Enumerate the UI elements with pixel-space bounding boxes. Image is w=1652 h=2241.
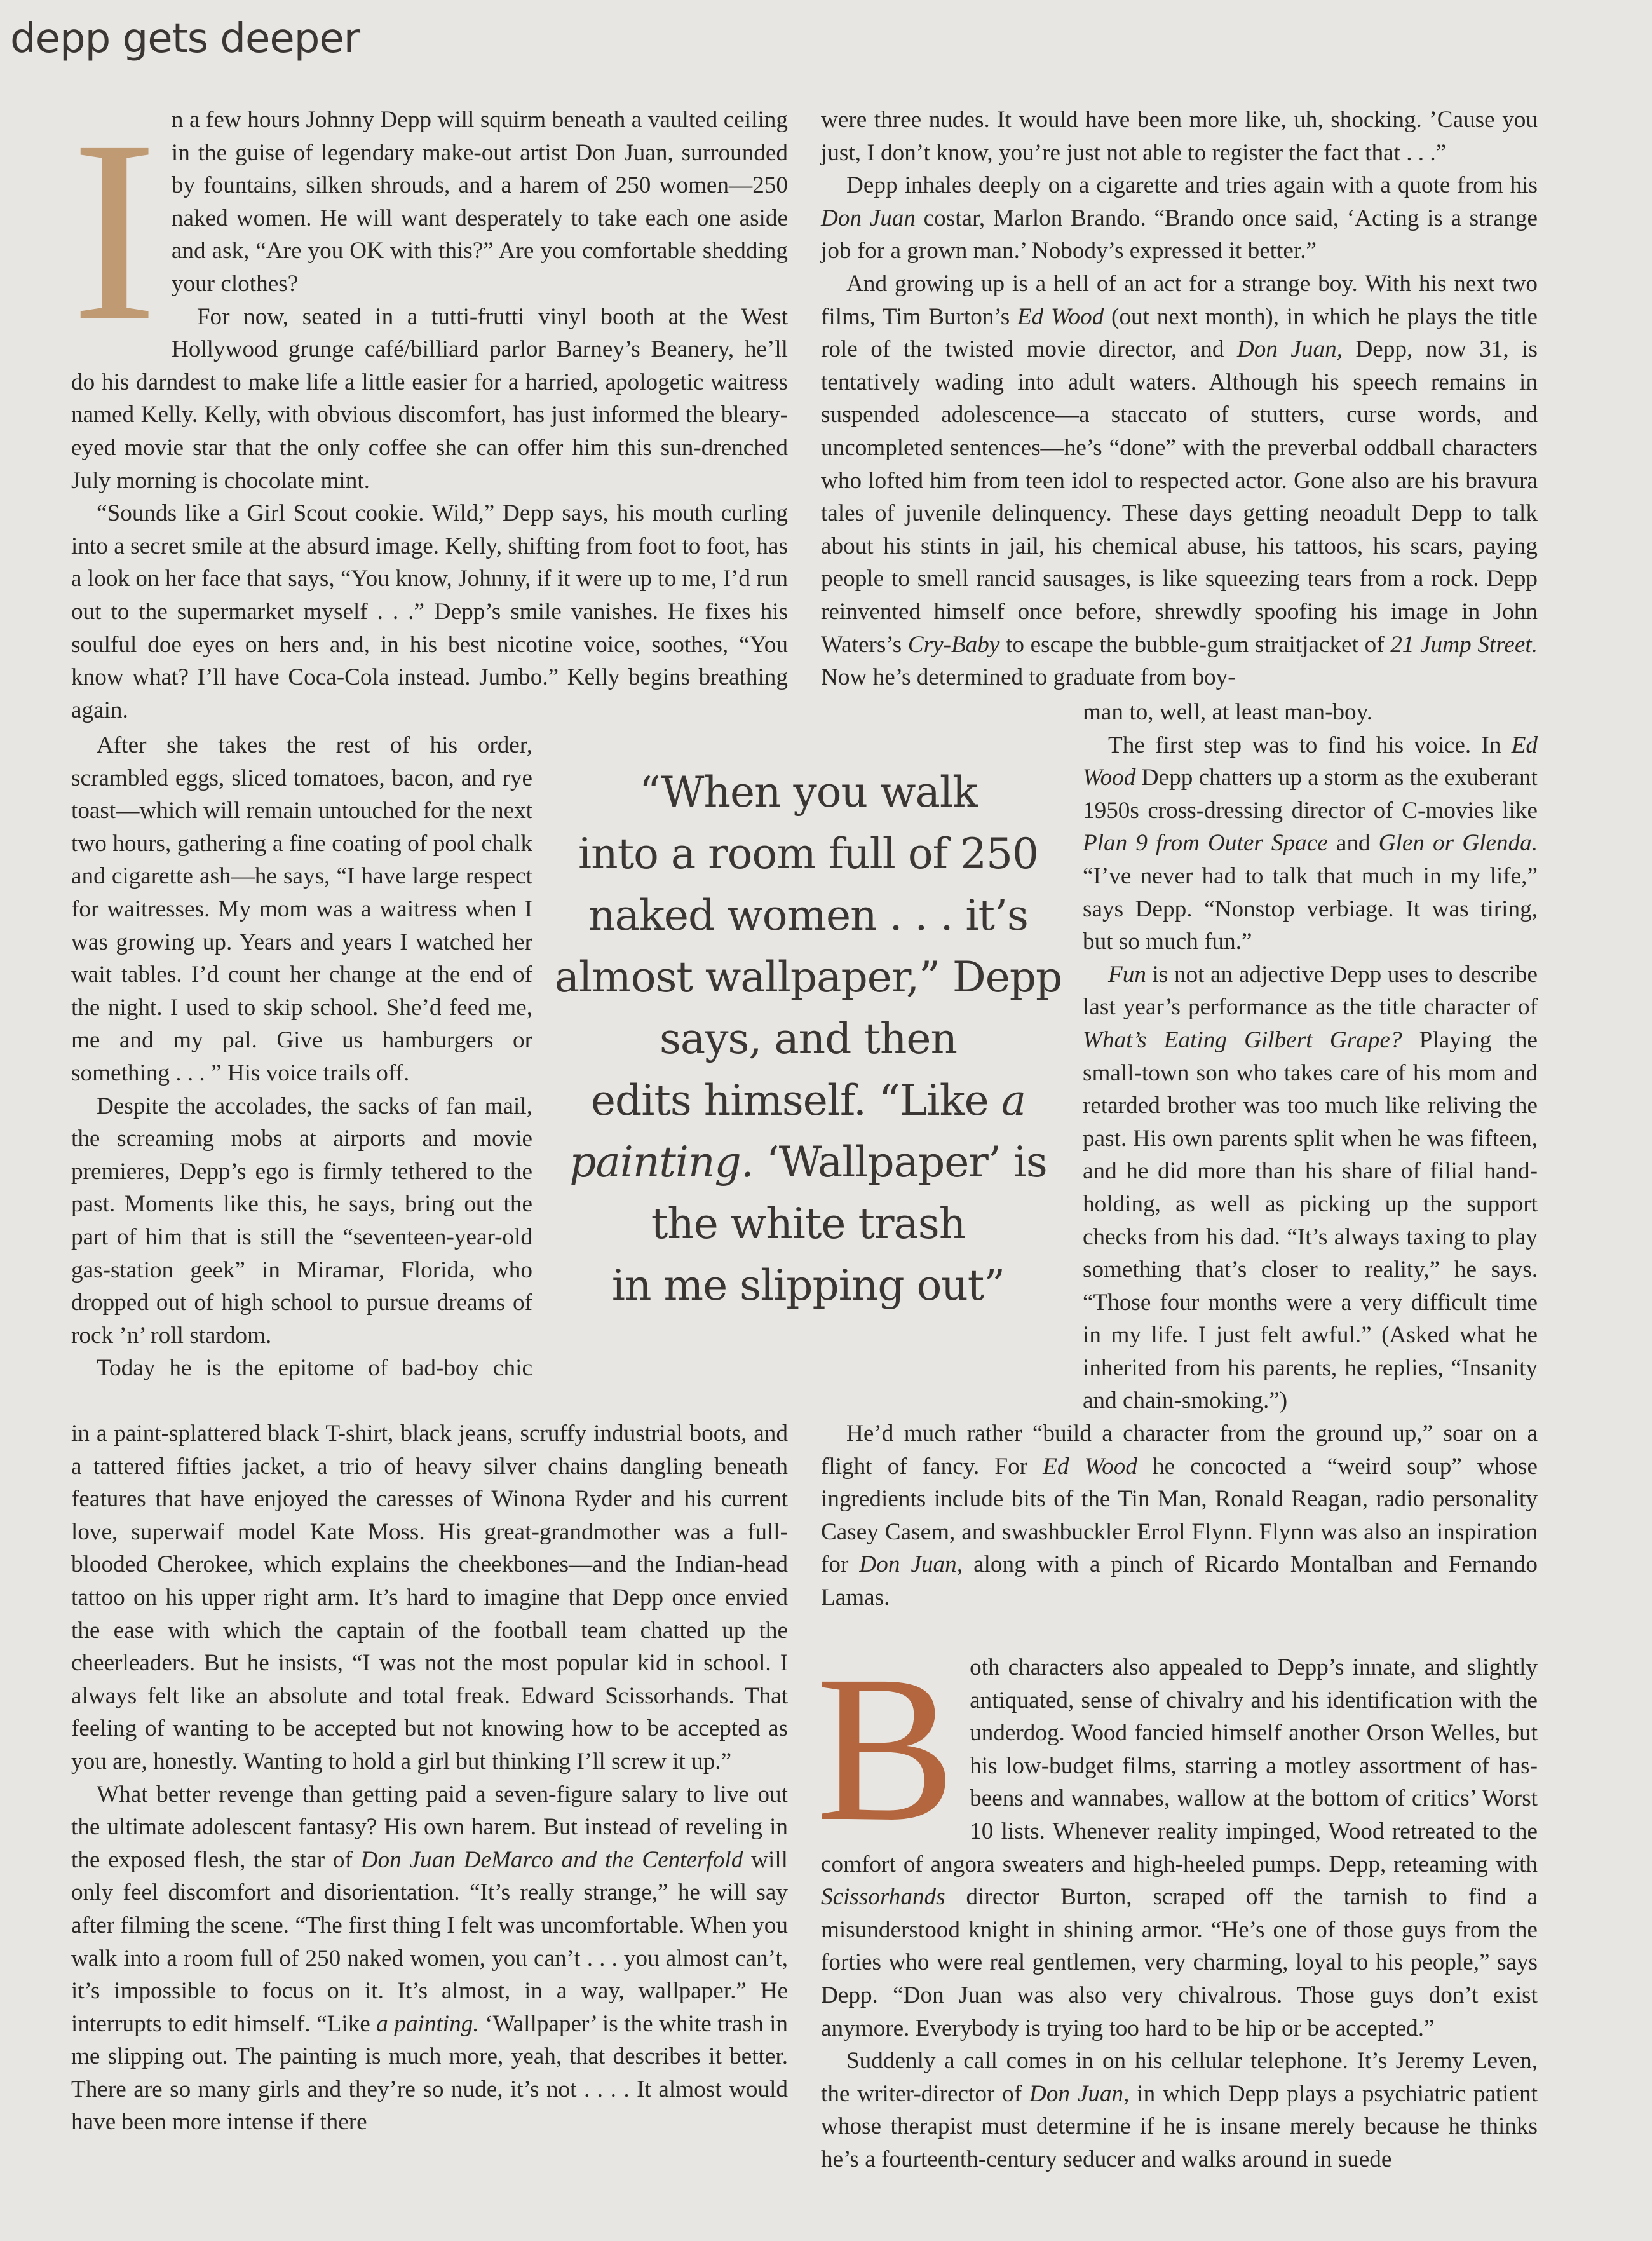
pull-quote-line: in me slipping out” bbox=[611, 1261, 1005, 1310]
pull-quote-line: painting. ‘Wallpaper’ is bbox=[569, 1138, 1047, 1187]
section-title: depp gets deeper bbox=[10, 15, 360, 62]
pull-quote-line: edits himself. “Like a bbox=[590, 1076, 1026, 1125]
left-column-narrow bbox=[71, 729, 532, 1385]
paragraph: Fun is not an adjective Depp uses to describe last year’s performance as the title character of What’s Eating Gilbert Grape? Playing the small-town son who takes care of his mom and retarded brother was too much like reliving the past. His own parents split when he was fifteen, and he did more than his share of filial hand-holding, as well as picking up the support checks from his dad. “It’s always taxing to play something that’s closer to reality,” he says. “Those four months were a very difficult time in my life. I just felt awful.” (Asked what he inherited from his parents, he replies, “Insanity and chain-smoking.”) bbox=[1083, 961, 1538, 1414]
drop-cap-i: I bbox=[71, 87, 158, 374]
pull-quote-line: almost wallpaper,” Depp bbox=[554, 953, 1062, 1002]
right-column-top bbox=[821, 104, 1538, 694]
left-column-bottom bbox=[71, 1417, 788, 2139]
paragraph: In a few hours Johnny Depp will squirm beneath a vaulted ceiling in the guise of legendary make-out artist Don Juan, surrounded by fountains, silken shrouds, and a harem of 250 women—250 naked women. He will want desperately to take each one aside and ask, “Are you OK with this?” Are you comfortable shedding your clothes? bbox=[71, 87, 788, 374]
pull-quote-line: into a room full of 250 bbox=[578, 829, 1038, 878]
paragraph: After she takes the rest of his order, scrambled eggs, sliced tomatoes, bacon, and rye toast—which will remain untouched for the next two hours, gathering a fine coating of pool chalk and cigarette ash—he says, “I have large respect for waitresses. My mom was a waitress when I was growing up. Years and years I watched her wait tables. I’d count her change at the end of the night. I used to skip school. She’d feed me, me and my pal. Give us hamburgers or something . . . ” His voice trails off. bbox=[71, 732, 532, 1086]
paragraph: man to, well, at least man-boy. bbox=[1083, 699, 1373, 725]
paragraph: Today he is the epitome of bad-boy chic bbox=[97, 1355, 532, 1382]
right-column-middle bbox=[821, 1417, 1538, 1614]
paragraph: in a paint-splattered black T-shirt, black jeans, scruffy industrial boots, and a tattered fifties jacket, a trio of heavy silver chains dangling beneath features that have enjoyed the caresses of Winona Ryder and his current love, superwaif model Kate Moss. His great-grandmother was a full-blooded Cherokee, which explains the cheekbones—and the Indian-head tattoo on his upper right arm. It’s hard to imagine that Depp once envied the ease with which the captain of the football team chatted up the cheerleaders. But he insists, “I was not the most popular kid in school. I always felt like an absolute and total freak. Edward Scissorhands. That feeling of wanting to be accepted but not knowing how to be accepted as you are, honestly. Wanting to hold a girl but thinking I’ll screw it up.” bbox=[71, 1420, 788, 1774]
paragraph: were three nudes. It would have been more like, uh, shocking. ’Cause you just, I don’t know, you’re just not able to register the fact that . . .” bbox=[821, 107, 1538, 166]
pull-quote-line: the white trash bbox=[651, 1199, 966, 1248]
pull-quote-line: naked women . . . it’s bbox=[588, 891, 1028, 940]
paragraph: Suddenly a call comes in on his cellular telephone. It’s Jeremy Leven, the writer-director of Don Juan, in which Depp plays a psychiatric patient whose therapist must determine if he is insane merely because he thinks he’s a fourteenth-century seducer and walks around in suede bbox=[821, 2048, 1538, 2172]
right-column-narrow bbox=[1083, 696, 1538, 1417]
paragraph: He’d much rather “build a character from the ground up,” soar on a flight of fancy. For Ed Wood he concocted a “weird soup” whose ingredients include bits of the Tin Man, Ronald Reagan, radio personality Casey Casem, and swashbuckler Errol Flynn. Flynn was also an inspiration for Don Juan, along with a pinch of Ricardo Montalban and Fernando Lamas. bbox=[821, 1420, 1538, 1611]
paragraph: Depp inhales deeply on a cigarette and tries again with a quote from his Don Juan costar, Marlon Brando. “Brando once said, ‘Acting is a strange job for a grown man.’ Nobody’s expressed it better.” bbox=[821, 172, 1538, 264]
paragraph: The first step was to find his voice. In Ed Wood Depp chatters up a storm as the exuberant 1950s cross-dressing director of C-movies like Plan 9 from Outer Space and Glen or Glenda. “I’ve never had to talk that much in my life,” says Depp. “Nonstop verbiage. It was tiring, but so much fun.” bbox=[1083, 732, 1538, 955]
left-column-top bbox=[71, 87, 788, 726]
drop-cap-b: B bbox=[816, 1633, 956, 1865]
pull-quote bbox=[548, 761, 1069, 1316]
paragraph: “Sounds like a Girl Scout cookie. Wild,” Depp says, his mouth curling into a secret smile at the absurd image. Kelly, shifting from foot to foot, has a look on her face that says, “You know, Johnny, if it were up to me, I’d run out to the supermarket myself . . .” Depp’s smile vanishes. He fixes his soulful doe eyes on hers and, in his best nicotine voice, soothes, “You know what? I’ll have Coca-Cola instead. Jumbo.” Kelly begins breathing again. bbox=[71, 500, 788, 723]
pull-quote-line: “When you walk bbox=[639, 768, 977, 817]
paragraph: And growing up is a hell of an act for a strange boy. With his next two films, Tim Burton’s Ed Wood (out next month), in which he plays the title role of the twisted movie director, and Don Juan, Depp, now 31, is tentatively wading into adult waters. Although his speech remains in suspended adolescence—a staccato of stutters, curse words, and uncompleted sentences—he’s “done” with the preverbal oddball characters who lofted him from teen idol to respected actor. Gone also are his bravura tales of juvenile delinquency. These days getting neoadult Depp to talk about his stints in jail, his chemical abuse, his tattoos, his scars, paying people to smell rancid sausages, is like squeezing tears from a rock. Depp reinvented himself once before, shrewdly spoofing his image in John Waters’s Cry-Baby to escape the bubble-gum straitjacket of 21 Jump Street. Now he’s determined to graduate from boy- bbox=[821, 270, 1538, 691]
paragraph: Both characters also appealed to Depp’s innate, and slightly antiquated, sense of chivalry and his identification with the underdog. Wood fancied himself another Orson Welles, but his low-budget films, starring a motley assortment of has-beens and wannabes, wallow at the bottom of critics’ Worst 10 lists. Whenever reality impinged, Wood retreated to the comfort of angora sweaters and high-heeled pumps. Depp, reteaming with Scissorhands director Burton, scraped off the tarnish to find a misunderstood knight in shining armor. “He’s one of those guys from the forties who were real gentlemen, very charming, loyal to his people,” says Depp. “Don Juan was also very chivalrous. Those guys don’t exist anymore. Everybody is trying too hard to be hip or be accepted.” bbox=[816, 1633, 1538, 2041]
right-column-bottom bbox=[816, 1633, 1538, 2176]
paragraph: For now, seated in a tutti-frutti vinyl booth at the West Hollywood grunge café/billiard parlor Barney’s Beanery, he’ll do his darndest to make life a little easier for a harried, apologetic waitress named Kelly. Kelly, with obvious discomfort, has just informed the bleary-eyed movie star that the only coffee she can offer him this sun-drenched July morning is chocolate mint. bbox=[71, 303, 788, 494]
paragraph: Despite the accolades, the sacks of fan mail, the screaming mobs at airports and movie premieres, Depp’s ego is firmly tethered to the past. Moments like this, he says, bring out the part of him that is still the “seventeen-year-old gas-station geek” in Miramar, Florida, who dropped out of high school to pursue dreams of rock ’n’ roll stardom. bbox=[71, 1093, 532, 1349]
paragraph: What better revenge than getting paid a seven-figure salary to live out the ultimate adolescent fantasy? His own harem. But instead of reveling in the exposed flesh, the star of Don Juan DeMarco and the Centerfold will only feel discomfort and disorientation. “It’s really strange,” he will say after filming the scene. “The first thing I felt was uncomfortable. When you walk into a room full of 250 naked women, you can’t . . . you almost can’t, it’s impossible to focus on it. It’s almost, in a way, wallpaper.” He interrupts to edit himself. “Like a painting. ‘Wallpaper’ is the white trash in me slipping out. The painting is much more, yeah, that describes it better. There are so many girls and they’re so nude, it’s not . . . . It almost would have been more intense if there bbox=[71, 1781, 788, 2135]
pull-quote-line: says, and then bbox=[659, 1014, 957, 1063]
